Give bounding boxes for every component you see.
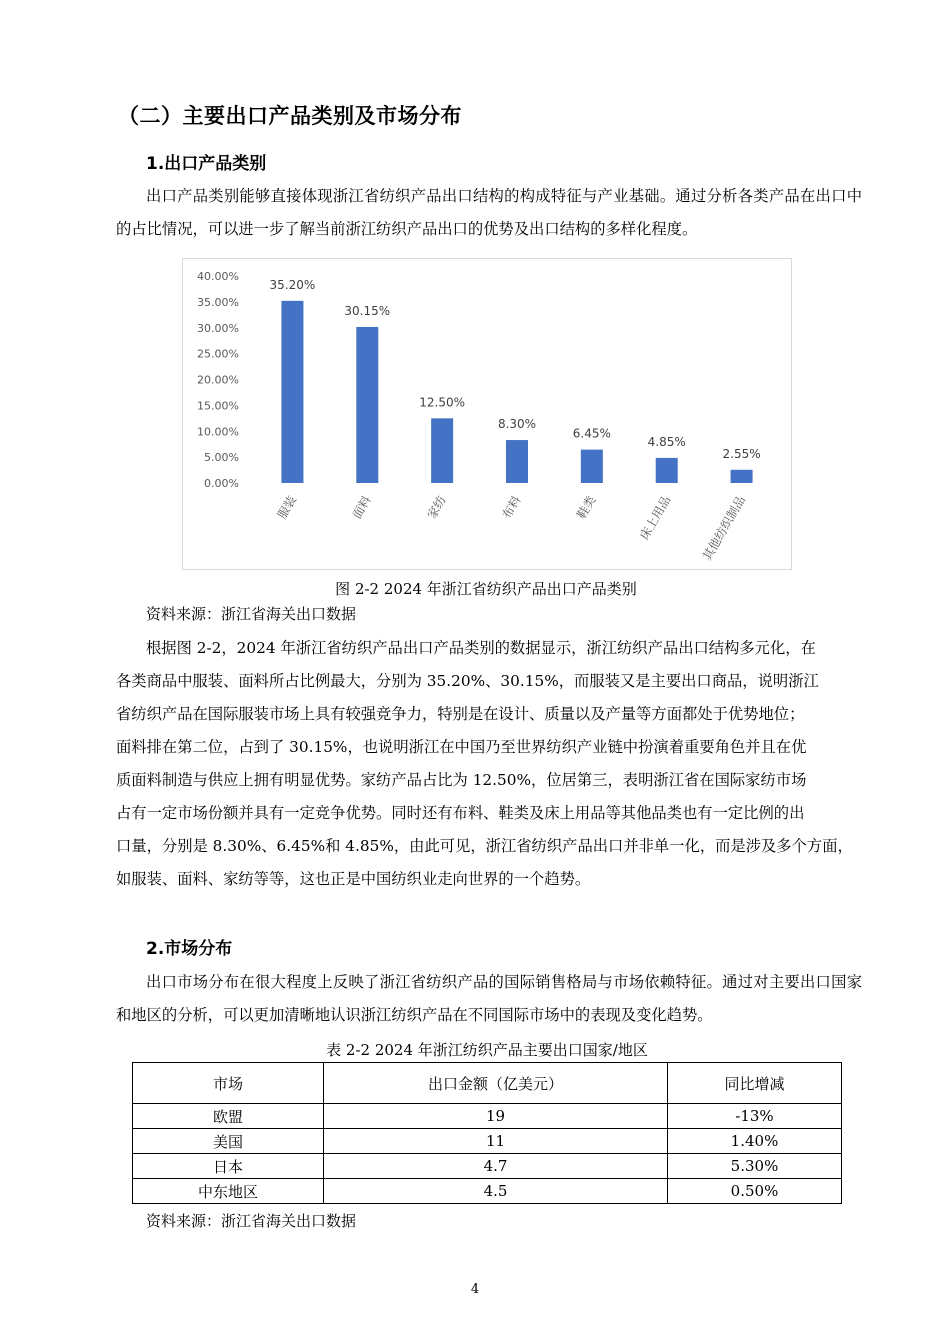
y-tick-label: 10.00% xyxy=(197,425,239,439)
analysis-line: 占有一定市场份额并具有一定竞争优势。同时还有布料、鞋类及床上用品等其他品类也有一定比例的出 xyxy=(116,804,805,822)
y-tick-label: 5.00% xyxy=(204,451,239,465)
cell-export-amount: 19 xyxy=(324,1104,668,1129)
x-tick-label: 布料 xyxy=(499,493,524,522)
cell-export-amount: 11 xyxy=(324,1129,668,1154)
subsection-title-product-categories: 1.出口产品类别 xyxy=(146,154,267,174)
cell-yoy-change: 5.30% xyxy=(668,1154,842,1179)
header-market: 市场 xyxy=(133,1063,324,1104)
x-tick-label: 服装 xyxy=(274,493,300,522)
page-number: 4 xyxy=(470,1282,480,1297)
data-label: 35.20% xyxy=(269,277,316,292)
cell-market: 欧盟 xyxy=(133,1104,324,1129)
table-caption: 表 2-2 2024 年浙江纺织产品主要出口国家/地区 xyxy=(326,1041,648,1059)
cell-export-amount: 4.7 xyxy=(324,1154,668,1179)
data-label: 2.55% xyxy=(722,446,761,461)
table-row xyxy=(133,1179,842,1204)
cell-export-amount: 4.5 xyxy=(324,1179,668,1204)
table-row xyxy=(133,1154,842,1179)
table-header-row xyxy=(133,1063,842,1104)
bar xyxy=(431,418,453,483)
x-tick-label: 床上用品 xyxy=(637,493,674,543)
cell-market: 日本 xyxy=(133,1154,324,1179)
y-tick-label: 30.00% xyxy=(197,321,239,335)
subsection-title-market-distribution: 2.市场分布 xyxy=(146,939,233,959)
analysis-line: 质面料制造与供应上拥有明显优势。家纺产品占比为 12.50%，位居第三，表明浙江省在国际家纺市场 xyxy=(116,771,807,789)
header-export-amount: 出口金额（亿美元） xyxy=(324,1063,668,1104)
data-label: 30.15% xyxy=(344,303,391,318)
cell-market: 中东地区 xyxy=(133,1179,324,1204)
data-label: 12.50% xyxy=(419,395,466,410)
table-row xyxy=(133,1104,842,1129)
data-label: 4.85% xyxy=(647,434,686,449)
table-row xyxy=(133,1129,842,1154)
bar xyxy=(581,450,603,483)
y-tick-label: 40.00% xyxy=(197,270,239,283)
data-label: 6.45% xyxy=(572,426,611,441)
x-tick-label: 面料 xyxy=(349,493,374,522)
y-tick-label: 20.00% xyxy=(197,373,239,387)
x-tick-label: 家纺 xyxy=(424,493,449,522)
analysis-line: 面料排在第二位，占到了 30.15%，也说明浙江在中国乃至世界纺织产业链中扮演着重要角色并且在优 xyxy=(116,738,807,756)
data-label: 8.30% xyxy=(497,417,537,432)
export-market-table xyxy=(132,1062,842,1204)
cell-yoy-change: -13% xyxy=(668,1104,842,1129)
y-tick-label: 15.00% xyxy=(197,399,239,413)
header-yoy-change: 同比增减 xyxy=(668,1063,842,1104)
bar xyxy=(356,327,378,483)
bar xyxy=(281,301,303,483)
section-title: （二）主要出口产品类别及市场分布 xyxy=(118,104,462,128)
intro-paragraph-products: 出口产品类别能够直接体现浙江省纺织产品出口结构的构成特征与产业基础。通过分析各类产品在出口中的占比情况，可以进一步了解当前浙江纺织产品出口的优势及出口结构的多样化程度。 xyxy=(116,187,862,238)
bar xyxy=(656,458,678,483)
x-tick-label: 其他纺织制品 xyxy=(700,493,749,563)
analysis-line: 口量，分别是 8.30%、6.45%和 4.85%，由此可见，浙江省纺织产品出口并非单一化，而是涉及多个方面， xyxy=(116,837,853,855)
analysis-line: 根据图 2-2，2024 年浙江省纺织产品出口产品类别的数据显示，浙江纺织产品出口结构多元化，在 xyxy=(146,639,816,657)
cell-yoy-change: 0.50% xyxy=(668,1179,842,1204)
y-tick-label: 35.00% xyxy=(197,295,239,309)
analysis-line: 各类商品中服装、面料所占比例最大，分别为 35.20%、30.15%，而服装又是主要出口商品，说明浙江 xyxy=(116,672,819,690)
bar-chart xyxy=(183,259,791,569)
y-tick-label: 25.00% xyxy=(197,347,239,361)
table-source-note: 资料来源：浙江省海关出口数据 xyxy=(146,1212,357,1230)
bar-chart-frame xyxy=(182,258,792,570)
cell-yoy-change: 1.40% xyxy=(668,1129,842,1154)
figure-source-note: 资料来源：浙江省海关出口数据 xyxy=(146,605,357,623)
cell-market: 美国 xyxy=(133,1129,324,1154)
analysis-line: 如服装、面料、家纺等等，这也正是中国纺织业走向世界的一个趋势。 xyxy=(116,870,591,888)
analysis-line: 省纺织产品在国际服装市场上具有较强竞争力，特别是在设计、质量以及产量等方面都处于优势地位； xyxy=(116,705,805,723)
figure-caption: 图 2-2 2024 年浙江省纺织产品出口产品类别 xyxy=(335,580,637,598)
intro-paragraph-markets: 出口市场分布在很大程度上反映了浙江省纺织产品的国际销售格局与市场依赖特征。通过对主要出口国家和地区的分析，可以更加清晰地认识浙江纺织产品在不同国际市场中的表现及变化趋势。 xyxy=(116,973,862,1024)
bar xyxy=(506,440,528,483)
y-tick-label: 0.00% xyxy=(204,477,239,490)
x-tick-label: 鞋类 xyxy=(574,493,599,522)
bar xyxy=(731,470,753,483)
